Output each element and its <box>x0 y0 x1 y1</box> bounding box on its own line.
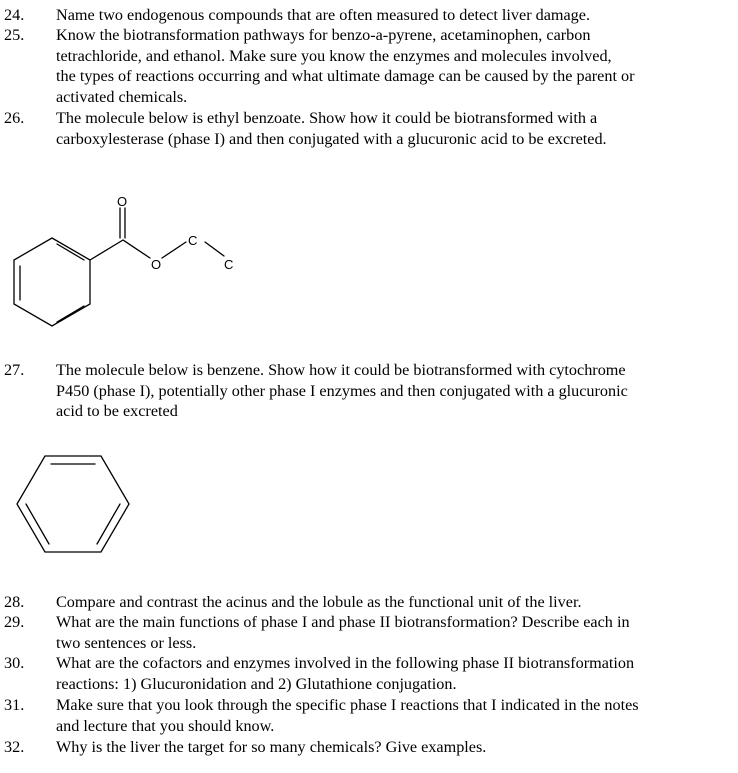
benzene-ring <box>17 456 129 552</box>
question-line: acid to be excreted <box>56 402 178 420</box>
question-number: 26. <box>4 109 25 127</box>
question-text <box>56 592 732 613</box>
question-text <box>56 25 732 107</box>
question-text <box>56 695 732 736</box>
question-text <box>56 612 732 653</box>
atom-label-o-ester: O <box>151 257 162 272</box>
question-line: reactions: 1) Glucuronidation and 2) Glutathione conjugation. <box>56 674 457 693</box>
atom-label-c1: C <box>188 233 198 248</box>
question-line: Name two endogenous compounds that are often measured to detect liver damage. <box>56 6 591 24</box>
question-line: two sentences or less. <box>56 633 197 652</box>
question-line: What are the cofactors and enzymes involved in the following phase II biotransformation <box>56 654 635 672</box>
atom-label-o-carbonyl: O <box>117 194 128 209</box>
ethyl-benzoate-structure <box>0 180 260 330</box>
question-number: 25. <box>4 26 25 44</box>
question-line: Know the biotransformation pathways for benzo-a-pyrene, acetaminophen, carbon <box>56 26 591 44</box>
question-line: tetrachloride, and ethanol. Make sure you know the enzymes and molecules involved, <box>56 46 612 65</box>
question-number: 31. <box>4 696 25 714</box>
question-text <box>56 360 732 422</box>
question-line: Make sure that you look through the specific phase I reactions that I indicated in the notes <box>56 696 639 714</box>
question-line: Compare and contrast the acinus and the lobule as the functional unit of the liver. <box>56 593 582 611</box>
question-number: 24. <box>4 6 25 24</box>
question-text <box>56 108 732 149</box>
question-line: the types of reactions occurring and what ultimate damage can be caused by the parent or <box>56 67 635 85</box>
question-line: The molecule below is benzene. Show how it could be biotransformed with cytochrome <box>56 361 626 379</box>
question-line: and lecture that you should know. <box>56 716 275 735</box>
question-line: P450 (phase I), potentially other phase I enzymes and then conjugated with a glucuronic <box>56 381 628 400</box>
question-number: 27. <box>4 361 25 379</box>
benzene-structure <box>0 448 160 568</box>
question-text <box>56 5 732 26</box>
question-text <box>56 737 732 758</box>
question-line: What are the main functions of phase I and phase II biotransformation? Describe each in <box>56 613 630 631</box>
benzene-ring <box>14 238 90 326</box>
question-text <box>56 653 732 694</box>
atom-label-c2: C <box>224 257 234 272</box>
question-line: Why is the liver the target for so many chemicals? Give examples. <box>56 738 487 756</box>
question-number: 29. <box>4 613 25 631</box>
question-line: carboxylesterase (phase I) and then conjugated with a glucuronic acid to be excreted. <box>56 129 607 148</box>
question-number: 30. <box>4 654 25 672</box>
question-line: The molecule below is ethyl benzoate. Show how it could be biotransformed with a <box>56 109 598 127</box>
question-number: 32. <box>4 738 25 756</box>
question-number: 28. <box>4 593 25 611</box>
question-line: activated chemicals. <box>56 87 188 106</box>
